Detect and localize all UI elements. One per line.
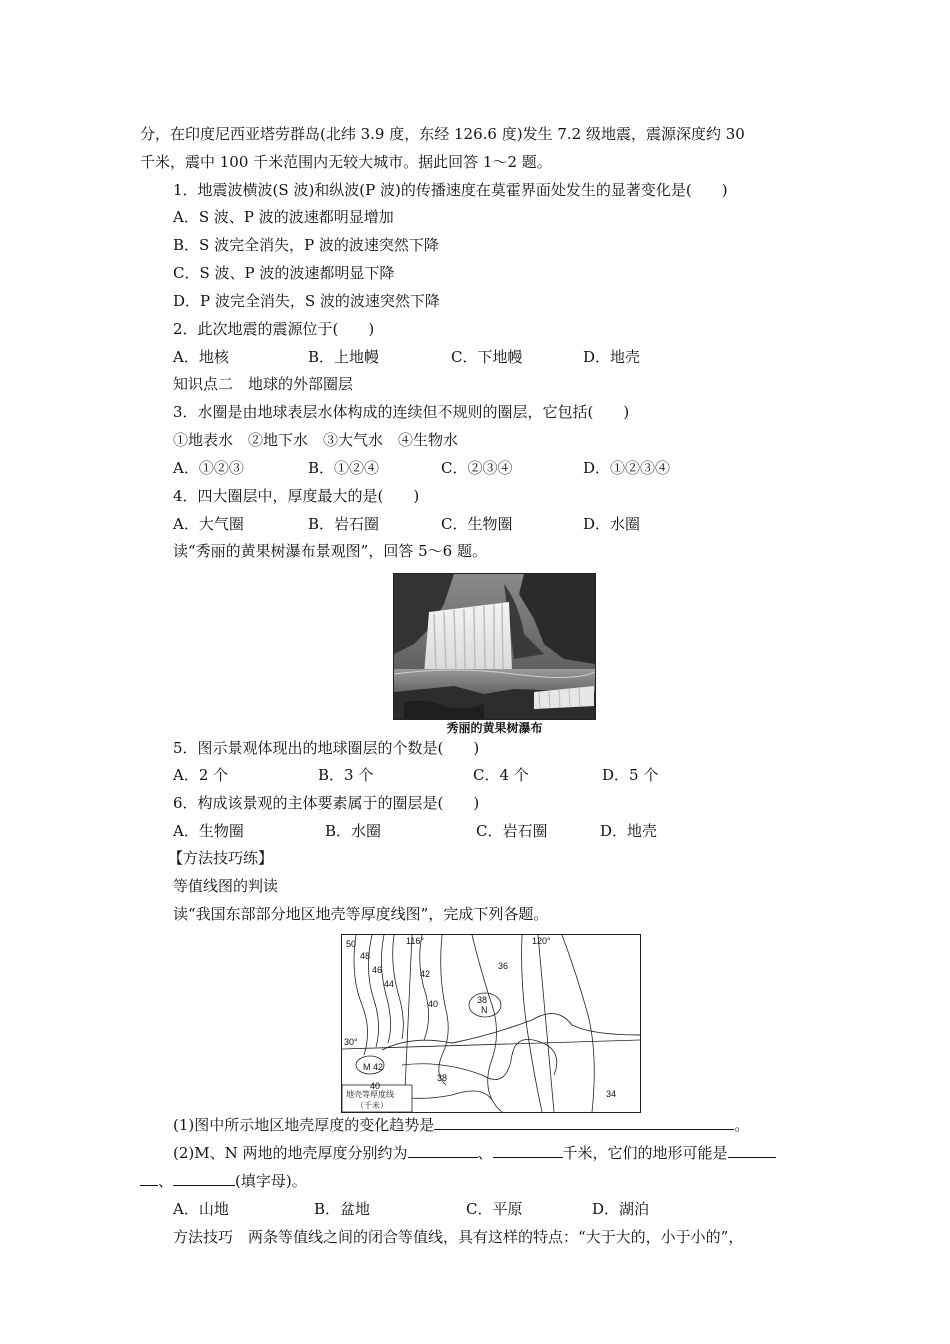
q2-option-c: C．下地幔 bbox=[451, 348, 523, 366]
read-instruction-1: 读“秀丽的黄果树瀑布景观图”，回答 5～6 题。 bbox=[173, 542, 487, 560]
q5-stem: 5．图示景观体现出的地球圈层的个数是( ) bbox=[173, 739, 480, 757]
q5-option-a: A．2 个 bbox=[173, 766, 229, 784]
q7-part2-suffix: (填字母)。 bbox=[235, 1172, 307, 1190]
q3-option-d: D．①②③④ bbox=[583, 459, 671, 477]
q7-part2-cont: 、 bbox=[158, 1172, 174, 1190]
q2-option-b: B．上地幔 bbox=[308, 348, 380, 366]
map-label: 50 bbox=[346, 939, 357, 949]
q4-stem: 4．四大圈层中，厚度最大的是( ) bbox=[173, 487, 420, 505]
map-label: 48 bbox=[360, 951, 371, 961]
q7-part2 bbox=[173, 1143, 776, 1163]
map-legend-title: 地壳等厚度线 bbox=[346, 1090, 394, 1099]
q7-part1 bbox=[173, 1115, 749, 1135]
map-label: 44 bbox=[384, 979, 395, 989]
q7-option-d: D．湖泊 bbox=[592, 1200, 650, 1218]
crust-thickness-contour-map bbox=[341, 934, 641, 1113]
q2-option-d: D．地壳 bbox=[583, 348, 641, 366]
answer-blank[interactable] bbox=[140, 1171, 158, 1186]
read-instruction-2: 读“我国东部部分地区地壳等厚度线图”，完成下列各题。 bbox=[173, 905, 549, 923]
method-title: 【方法技巧练】 bbox=[168, 849, 274, 867]
map-label: 46 bbox=[372, 965, 383, 975]
q5-option-b: B．3 个 bbox=[318, 766, 374, 784]
answer-blank[interactable] bbox=[408, 1143, 478, 1158]
map-label: 38 bbox=[437, 1073, 448, 1083]
q7-part1-suffix: 。 bbox=[734, 1116, 750, 1134]
answer-blank[interactable] bbox=[493, 1143, 563, 1158]
q7-option-a: A．山地 bbox=[173, 1200, 229, 1218]
map-longitude-label: 116° bbox=[406, 936, 424, 946]
q3-option-a: A．①②③ bbox=[173, 459, 244, 477]
map-label: 42 bbox=[373, 1062, 384, 1072]
waterfall-illustration bbox=[394, 574, 595, 719]
q1-option-c: C．S 波、P 波的波速都明显下降 bbox=[173, 264, 395, 282]
answer-blank[interactable] bbox=[434, 1115, 734, 1130]
q3-option-b: B．①②④ bbox=[308, 459, 380, 477]
q2-stem: 2．此次地震的震源位于( ) bbox=[173, 320, 375, 338]
q6-option-c: C．岩石圈 bbox=[476, 822, 548, 840]
q1-option-d: D．P 波完全消失，S 波的波速突然下降 bbox=[173, 292, 440, 310]
q1-option-a: A．S 波、P 波的波速都明显增加 bbox=[173, 208, 394, 226]
map-point-m: M bbox=[363, 1062, 371, 1072]
map-legend-unit: （千米） bbox=[356, 1101, 388, 1110]
contour-map-labels bbox=[342, 935, 640, 1112]
map-longitude-label: 120° bbox=[532, 936, 551, 946]
method-subtitle: 等值线图的判读 bbox=[173, 877, 279, 895]
q7-part1-prefix: (1)图中所示地区地壳厚度的变化趋势是 bbox=[173, 1116, 435, 1134]
answer-blank[interactable] bbox=[728, 1143, 776, 1158]
q7-part2-continued bbox=[140, 1171, 307, 1191]
q6-option-d: D．地壳 bbox=[600, 822, 658, 840]
map-point-n: N bbox=[481, 1005, 488, 1015]
method-tip: 方法技巧 两条等值线之间的闭合等值线，具有这样的特点：“大于大的，小于小的”， bbox=[173, 1228, 744, 1246]
q4-option-c: C．生物圈 bbox=[441, 515, 513, 533]
answer-blank[interactable] bbox=[173, 1171, 235, 1186]
intro-line-2: 千米，震中 100 千米范围内无较大城市。据此回答 1～2 题。 bbox=[140, 153, 552, 171]
q5-option-c: C．4 个 bbox=[473, 766, 529, 784]
map-label: 38 bbox=[477, 995, 488, 1005]
q4-option-b: B．岩石圈 bbox=[308, 515, 380, 533]
q1-stem: 1．地震波横波(S 波)和纵波(P 波)的传播速度在莫霍界面处发生的显著变化是( ) bbox=[173, 181, 728, 199]
map-label: 42 bbox=[420, 969, 431, 979]
q3-stem: 3．水圈是由地球表层水体构成的连续但不规则的圈层，它包括( ) bbox=[173, 403, 630, 421]
q5-option-d: D．5 个 bbox=[602, 766, 659, 784]
q7-part2-mid2: 千米，它们的地形可能是 bbox=[562, 1144, 728, 1162]
map-label: 40 bbox=[428, 999, 439, 1009]
q3-items: ①地表水 ②地下水 ③大气水 ④生物水 bbox=[173, 431, 459, 449]
q7-option-c: C．平原 bbox=[466, 1200, 523, 1218]
section-heading: 知识点二 地球的外部圈层 bbox=[173, 375, 354, 393]
q4-option-d: D．水圈 bbox=[583, 515, 641, 533]
q6-option-a: A．生物圈 bbox=[173, 822, 244, 840]
map-label: 34 bbox=[606, 1089, 617, 1099]
q1-option-b: B．S 波完全消失，P 波的波速突然下降 bbox=[173, 236, 439, 254]
q6-option-b: B．水圈 bbox=[325, 822, 382, 840]
intro-line-1: 分，在印度尼西亚塔劳群岛(北纬 3.9 度，东经 126.6 度)发生 7.2 级地震，震源深度约 30 bbox=[140, 125, 745, 143]
map-label: 36 bbox=[498, 961, 509, 971]
q7-option-b: B．盆地 bbox=[314, 1200, 371, 1218]
q2-option-a: A．地核 bbox=[173, 348, 229, 366]
photo-caption: 秀丽的黄果树瀑布 bbox=[446, 721, 543, 735]
q4-option-a: A．大气圈 bbox=[173, 515, 244, 533]
waterfall-photo bbox=[393, 573, 596, 720]
q6-stem: 6．构成该景观的主体要素属于的圈层是( ) bbox=[173, 794, 480, 812]
map-latitude-label: 30° bbox=[344, 1037, 358, 1047]
map-label: 40 bbox=[370, 1081, 381, 1091]
q7-part2-prefix: (2)M、N 两地的地壳厚度分别约为 bbox=[173, 1144, 408, 1162]
q7-part2-mid1: 、 bbox=[477, 1144, 493, 1162]
q3-option-c: C．②③④ bbox=[441, 459, 513, 477]
